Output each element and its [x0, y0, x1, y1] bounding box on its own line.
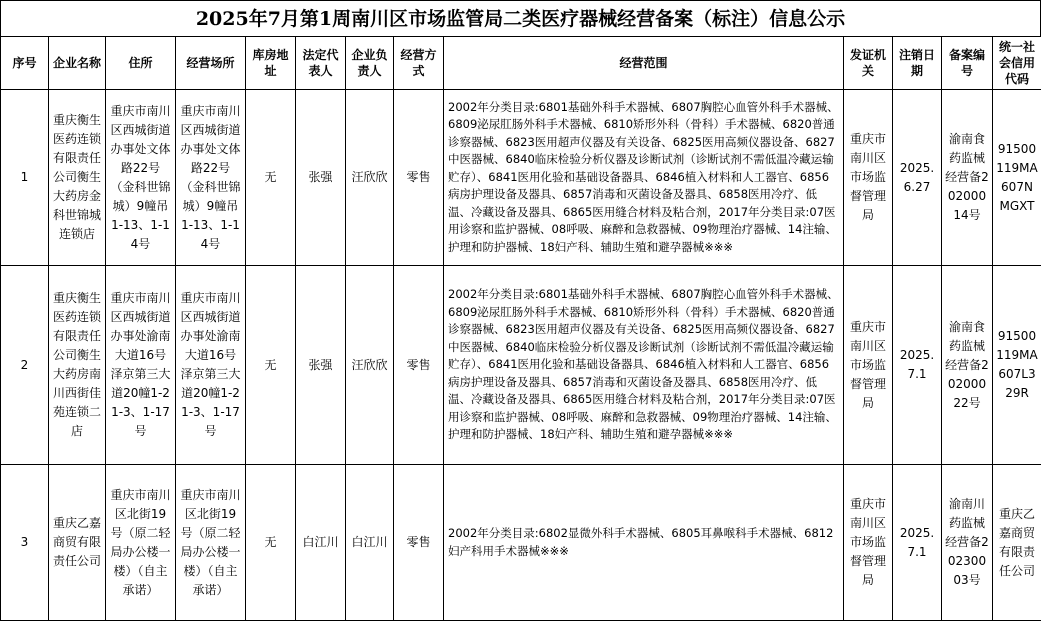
cell-manager: 白江川: [346, 465, 394, 621]
cell-record-no: 渝南食药监械经营备20200014号: [942, 90, 993, 266]
cell-company: 重庆衡生医药连锁有限责任公司衡生大药房南川西街佳苑连锁二店: [49, 266, 106, 465]
cell-residence: 重庆市南川区西城街道办事处文体路22号（金科世锦城）9幢吊1-13、1-14号: [106, 90, 176, 266]
header-row: [1, 37, 1041, 90]
cell-warehouse: 无: [246, 266, 296, 465]
cell-authority: 重庆市南川区市场监督管理局: [844, 266, 893, 465]
cell-no: 2: [1, 266, 49, 465]
cell-warehouse: 无: [246, 90, 296, 266]
cell-authority: 重庆市南川区市场监督管理局: [844, 465, 893, 621]
cell-record-no: 渝南食药监械经营备20200022号: [942, 266, 993, 465]
header-legal-rep: 法定代表人: [296, 37, 346, 90]
header-date: 注销日期: [893, 37, 942, 90]
header-scope: 经营范围: [444, 37, 844, 90]
cell-scope: 2002年分类目录:6801基础外科手术器械、6807胸腔心血管外科手术器械、6809泌尿肛肠外科手术器械、6810矫形外科（骨科）手术器械、6820普通诊察器械、6823医用超声仪器及有关设备、6825医用高频仪器设备、6827中医器械、6840临床检验分析仪器及诊断试剂（诊断试剂不需低温冷藏运输贮存）、6841医用化验和基础设备器具、6846植入材料和人工器官、6856病房护理设备及器具、6857消毒和灭菌设备及器具、6858医用冷疗、低温、冷藏设备及器具、6865医用缝合材料及粘合剂，2017年分类目录:07医用诊察和监护器械、08呼吸、麻醉和急救器械、09物理治疗器械、14注输、护理和防护器械、18妇产科、辅助生殖和避孕器械※※※: [444, 90, 844, 266]
table-row: [1, 465, 1041, 621]
cell-date: 2025.6.27: [893, 90, 942, 266]
cell-residence: 重庆市南川区北街19号（原二轻局办公楼一楼）（自主承诺）: [106, 465, 176, 621]
cell-scope: 2002年分类目录:6802显微外科手术器械、6805耳鼻喉科手术器械、6812妇产科用手术器械※※※: [444, 465, 844, 621]
cell-credit-code: 91500119MA607L329R: [993, 266, 1041, 465]
cell-company: 重庆衡生医药连锁有限责任公司衡生大药房金科世锦城连锁店: [49, 90, 106, 266]
cell-company: 重庆乙嘉商贸有限责任公司: [49, 465, 106, 621]
header-record-no: 备案编号: [942, 37, 993, 90]
cell-date: 2025.7.1: [893, 266, 942, 465]
header-premises: 经营场所: [176, 37, 246, 90]
table-row: [1, 90, 1041, 266]
cell-mode: 零售: [394, 266, 444, 465]
cell-residence: 重庆市南川区西城街道办事处渝南大道16号泽京第三大道20幢1-21-3、1-17号: [106, 266, 176, 465]
cell-scope: 2002年分类目录:6801基础外科手术器械、6807胸腔心血管外科手术器械、6809泌尿肛肠外科手术器械、6810矫形外科（骨科）手术器械、6820普通诊察器械、6823医用超声仪器及有关设备、6825医用高频仪器设备、6827中医器械、6840临床检验分析仪器及诊断试剂（诊断试剂不需低温冷藏运输贮存）、6841医用化验和基础设备器具、6846植入材料和人工器官、6856病房护理设备及器具、6857消毒和灭菌设备及器具、6858医用冷疗、低温、冷藏设备及器具、6865医用缝合材料及粘合剂，2017年分类目录:07医用诊察和监护器械、08呼吸、麻醉和急救器械、09物理治疗器械、14注输、护理和防护器械、18妇产科、辅助生殖和避孕器械※※※: [444, 266, 844, 465]
cell-credit-code: 91500119MA607NMGXT: [993, 90, 1041, 266]
cell-no: 3: [1, 465, 49, 621]
disclosure-table: [0, 36, 1041, 621]
cell-no: 1: [1, 90, 49, 266]
cell-legal-rep: 白江川: [296, 465, 346, 621]
cell-mode: 零售: [394, 465, 444, 621]
cell-date: 2025.7.1: [893, 465, 942, 621]
header-company: 企业名称: [49, 37, 106, 90]
cell-credit-code: 重庆乙嘉商贸有限责任公司: [993, 465, 1041, 621]
page-title: 2025年7月第1周南川区市场监管局二类医疗器械经营备案（标注）信息公示: [0, 0, 1041, 36]
cell-premises: 重庆市南川区西城街道办事处渝南大道16号泽京第三大道20幢1-21-3、1-17号: [176, 266, 246, 465]
cell-legal-rep: 张强: [296, 90, 346, 266]
header-warehouse: 库房地址: [246, 37, 296, 90]
cell-manager: 汪欣欣: [346, 266, 394, 465]
header-residence: 住所: [106, 37, 176, 90]
header-no: 序号: [1, 37, 49, 90]
cell-authority: 重庆市南川区市场监督管理局: [844, 90, 893, 266]
header-authority: 发证机关: [844, 37, 893, 90]
header-mode: 经营方式: [394, 37, 444, 90]
cell-manager: 汪欣欣: [346, 90, 394, 266]
header-manager: 企业负责人: [346, 37, 394, 90]
table-row: [1, 266, 1041, 465]
cell-record-no: 渝南川药监械经营备20230003号: [942, 465, 993, 621]
cell-mode: 零售: [394, 90, 444, 266]
cell-premises: 重庆市南川区西城街道办事处文体路22号（金科世锦城）9幢吊1-13、1-14号: [176, 90, 246, 266]
header-credit-code: 统一社会信用代码: [993, 37, 1041, 90]
cell-legal-rep: 张强: [296, 266, 346, 465]
cell-premises: 重庆市南川区北街19号（原二轻局办公楼一楼）（自主承诺）: [176, 465, 246, 621]
cell-warehouse: 无: [246, 465, 296, 621]
